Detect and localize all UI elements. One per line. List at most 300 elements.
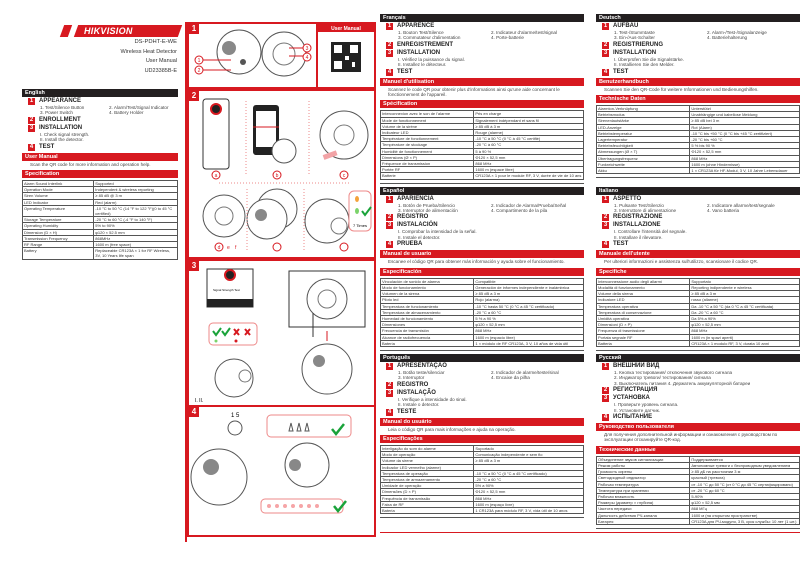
step-4 bbox=[380, 69, 584, 76]
spec-value: Reporting indipendente e wireless bbox=[690, 284, 800, 290]
spec-value: CR123A × 1 modulo RF, 3 V, durata 10 anni bbox=[690, 340, 800, 346]
specification-table bbox=[380, 445, 584, 514]
part-item: 1. Botão teste/silenciar bbox=[398, 369, 445, 375]
step-title: INSTALLATION bbox=[397, 49, 441, 56]
spec-value: Supported bbox=[94, 181, 178, 187]
spec-value: ≥ 85 dB bei 3 m bbox=[690, 118, 800, 124]
spec-label: Interligação do som do alarme bbox=[381, 445, 474, 451]
spec-value: 1600 m (espace libre) bbox=[474, 167, 584, 173]
spec-label: Volume della sirena bbox=[597, 291, 690, 297]
spec-value: красный (тревога) bbox=[690, 475, 800, 481]
language-header: Italiano bbox=[596, 187, 800, 195]
step-number: 1 bbox=[603, 362, 608, 369]
step-4 bbox=[596, 241, 800, 248]
step-title: APPEARANCE bbox=[39, 98, 82, 104]
spec-label: Alcance de radiofrecuencia bbox=[381, 334, 474, 340]
step-3 bbox=[596, 222, 800, 229]
label-e: e bbox=[227, 245, 230, 251]
spec-value: Comunicação independente e sem fio bbox=[474, 452, 584, 458]
step-title: TEST bbox=[613, 241, 629, 248]
step-title: УСТАНОВКА bbox=[613, 395, 650, 402]
step-4 bbox=[22, 144, 178, 151]
step-1 bbox=[22, 98, 178, 105]
product-name: Wireless Heat Detector bbox=[120, 49, 177, 55]
instruction-line: I. Controllare l'intensità del segnale. bbox=[614, 229, 687, 235]
spec-value: Supportato bbox=[690, 278, 800, 284]
installation-illustration bbox=[189, 261, 374, 405]
part-item: 2. Alarm/Test/Signal Indicator bbox=[109, 105, 169, 110]
spec-value: Da -10 °C a 50 °C (da 0 °C a 45 °C certificata) bbox=[690, 303, 800, 309]
user-manual-header: Benutzerhandbuch bbox=[596, 78, 800, 86]
spec-label: Температура при хранении bbox=[597, 487, 690, 493]
part-item: 2. Alarm-/Test-/Signalanzeige bbox=[707, 30, 767, 35]
step-3 bbox=[22, 125, 178, 132]
spec-value: Signalement indépendant et sans fil bbox=[474, 117, 584, 123]
user-manual-text: Для получения дополнительной информации и ознакомления с руководством по эксплуатации отсканируйте QR-код. bbox=[604, 431, 778, 443]
spec-label: RF Range bbox=[23, 242, 94, 248]
step-number: 2 bbox=[603, 214, 608, 221]
specification-table bbox=[22, 180, 178, 260]
panel-number: 1 bbox=[189, 24, 199, 34]
language-header: Español bbox=[380, 187, 584, 195]
step-title: ASPETTO bbox=[613, 195, 642, 202]
spec-value: Автономные тревоги с беспроводным уведомлением bbox=[690, 462, 800, 468]
part-item: 3. Commutateur d'alimentation bbox=[398, 35, 461, 41]
spec-value: rosso (allarme) bbox=[690, 297, 800, 303]
part-item: 3. Interruptor de alimentación bbox=[398, 208, 458, 214]
instruction-line: I. Verifique a intensidade do sinal. bbox=[398, 396, 467, 402]
specification-table bbox=[380, 110, 584, 179]
specification-header: Spécification bbox=[380, 100, 584, 108]
spec-value: φ120 × 52,5 мм bbox=[690, 500, 800, 506]
step-title: PRUEBA bbox=[397, 241, 423, 248]
panel-number: 4 bbox=[189, 407, 199, 417]
spec-value: φ120 × 52.5 mm bbox=[94, 229, 178, 235]
step-number: 2 bbox=[387, 41, 392, 48]
label-f: f bbox=[235, 245, 237, 251]
spec-label: Umidade de operação bbox=[381, 483, 474, 489]
spec-row bbox=[597, 481, 800, 487]
user-manual-text: Escanee el código QR para obtener más información y ayuda sobre el funcionamiento. bbox=[388, 259, 565, 265]
spec-label: Светодиодный индикатор bbox=[597, 475, 690, 481]
spec-value: Da 5% a 90% bbox=[690, 315, 800, 321]
figure-panel-1 bbox=[187, 22, 376, 89]
spec-label: Funkreichweite bbox=[597, 161, 690, 167]
instruction-line: II. Installez le détecteur. bbox=[398, 62, 447, 68]
figure-panel-2 bbox=[187, 89, 376, 259]
step-number: 3 bbox=[387, 222, 392, 229]
part-item: 2. Indicateur d'alarme/test/signal bbox=[491, 30, 557, 35]
spec-label: Transmission Frequency bbox=[23, 235, 94, 241]
step-number: 4 bbox=[387, 408, 392, 415]
spec-label: Temperatura di conservazione bbox=[597, 309, 690, 315]
user-manual-header: Manuale dell'utente bbox=[596, 250, 800, 258]
step-title: INSTALLATION bbox=[39, 124, 83, 131]
spec-row bbox=[381, 173, 584, 179]
spec-label: Storage Temperature bbox=[23, 217, 94, 223]
spec-value: Unabhängige und kabellose Meldung bbox=[690, 112, 800, 118]
language-header: Deutsch bbox=[596, 14, 800, 22]
spec-row bbox=[381, 508, 584, 514]
spec-value: ≥ 85 dB a 3 m bbox=[690, 291, 800, 297]
spec-label: Batterie bbox=[381, 173, 474, 179]
user-manual-text: Scannen Sie den QR-Code für weitere Informationen und Bedienungshilfen. bbox=[604, 86, 759, 92]
hikvision-logo: HIKVISION bbox=[62, 25, 180, 37]
instruction-line: II. Installare il rilevatore. bbox=[614, 234, 663, 240]
step-number: 2 bbox=[387, 214, 392, 221]
language-section-3 bbox=[380, 187, 584, 351]
step-title: AUFBAU bbox=[613, 23, 639, 29]
enrollment-illustration bbox=[189, 91, 374, 257]
spec-label: Übertragungsfrequenz bbox=[597, 155, 690, 161]
figure-panel-3 bbox=[187, 259, 376, 407]
step-number: 1 bbox=[603, 23, 608, 29]
step-number: 3 bbox=[387, 49, 392, 56]
spec-label: Dimensions (Ø × P) bbox=[381, 154, 474, 160]
step-1 bbox=[596, 23, 800, 30]
spec-label: Akku bbox=[597, 168, 690, 174]
spec-value: 1 × CR123A für HF-Modul, 3 V, 10 Jahre Lebensdauer bbox=[690, 168, 800, 174]
specification-table bbox=[596, 456, 800, 525]
step-title: REGISTRO bbox=[397, 214, 429, 221]
spec-label: Volume de la sirène bbox=[381, 123, 474, 129]
spec-value: 1 × módulo de RF CR123A, 3 V, 10 años de vida útil bbox=[474, 340, 584, 346]
figure-panel-4 bbox=[187, 405, 376, 537]
step-4 bbox=[596, 414, 800, 421]
spec-value: -10 °C to 50 °C (14 °F to 122 °F)(0 to 45 °C certified) bbox=[94, 205, 178, 216]
spec-row bbox=[23, 205, 178, 216]
spec-label: Faixa de RF bbox=[381, 501, 474, 507]
step-title: INSTALACIÓN bbox=[397, 222, 438, 229]
step-4 bbox=[380, 409, 584, 416]
step-2 bbox=[380, 214, 584, 221]
spec-value: 868 МГц bbox=[690, 506, 800, 512]
timer-label: 1 5 bbox=[231, 413, 240, 419]
spec-label: Piloto led bbox=[381, 297, 474, 303]
spec-label: Umidità operativa bbox=[597, 315, 690, 321]
user-manual-text: Scan the QR code for more information and operation help. bbox=[30, 161, 151, 167]
step-2 bbox=[22, 117, 178, 124]
language-section-2 bbox=[596, 14, 800, 178]
spec-value: 1600 m (in spazi aperti) bbox=[690, 334, 800, 340]
instruction-line: II. Instale o detector. bbox=[398, 402, 440, 408]
spec-label: Betriebsfeuchtigkeit bbox=[597, 143, 690, 149]
instruction-line: 3. Выключатель питания 4. Держатель аккумуляторной батареи bbox=[614, 380, 751, 386]
part-item: 3. Power Switch bbox=[40, 110, 73, 116]
step-number: 4 bbox=[603, 68, 608, 75]
language-section-6 bbox=[596, 354, 800, 529]
spec-label: Siren Volume bbox=[23, 193, 94, 199]
spec-value: 868 MHz bbox=[474, 161, 584, 167]
spec-value: Φ120 × 52,5 mm bbox=[474, 154, 584, 160]
spec-value: 868 MHz bbox=[474, 495, 584, 501]
spec-row bbox=[381, 303, 584, 309]
step-number: 2 bbox=[29, 116, 34, 123]
label-a: a bbox=[214, 173, 218, 179]
part-item: 4. Compartimento de la pila bbox=[491, 208, 548, 214]
spec-label: Alarmton-Verknüpfung bbox=[597, 106, 690, 112]
part-list bbox=[596, 30, 800, 41]
step-3 bbox=[380, 390, 584, 397]
spec-label: Рабочая температура bbox=[597, 481, 690, 487]
spec-label: Temperatura operativa bbox=[597, 303, 690, 309]
spec-label: Dimension (D × H) bbox=[23, 229, 94, 235]
spec-value: 5 à 90 % bbox=[474, 148, 584, 154]
specification-header: Specifiche bbox=[596, 268, 800, 276]
spec-label: Température de fonctionnement bbox=[381, 136, 474, 142]
spec-value: Replaceable CR123A × 1 for RF Wireless, 3V, 10 Years life span bbox=[94, 248, 178, 259]
spec-value: 5-90% bbox=[690, 494, 800, 500]
spec-row bbox=[597, 130, 800, 136]
step-title: TEST bbox=[39, 143, 55, 150]
spec-label: Portata segnale RF bbox=[597, 334, 690, 340]
panel-number: 2 bbox=[189, 91, 199, 101]
step-number: 2 bbox=[603, 41, 608, 48]
specification-header: Specification bbox=[22, 170, 178, 178]
instruction-line: II. Installieren Sie den Melder. bbox=[614, 62, 675, 68]
spec-value: Independent & wireless reporting bbox=[94, 187, 178, 193]
spec-label: Bateria bbox=[381, 508, 474, 514]
step-title: TESTE bbox=[397, 408, 417, 415]
spec-value: Rojo (alarma) bbox=[474, 297, 584, 303]
spec-label: LED Indicator bbox=[23, 199, 94, 205]
language-header: Português bbox=[380, 354, 584, 362]
spec-label: Дальность действия РЧ-канала bbox=[597, 512, 690, 518]
user-manual-header: Manual de usuario bbox=[380, 250, 584, 258]
spec-value: 868MHz bbox=[94, 235, 178, 241]
spec-value: 5 % a 90 % bbox=[474, 315, 584, 321]
callout-4: 4 bbox=[305, 55, 309, 61]
step-4 bbox=[596, 69, 800, 76]
instruction-line: 1. Кнопка тестирования/ отключения звукового сигнала bbox=[614, 369, 733, 375]
user-manual-header: Руководство пользователя bbox=[596, 423, 800, 431]
spec-label: Modalità di funzionamento bbox=[597, 284, 690, 290]
spec-label: Température de stockage bbox=[381, 142, 474, 148]
step-3 bbox=[380, 222, 584, 229]
spec-label: Indicador LED vermelho (alarme) bbox=[381, 464, 474, 470]
spec-value: Rot (Alarm) bbox=[690, 124, 800, 130]
part-item: 1. Bouton Test/Silence bbox=[398, 30, 444, 35]
part-item: 3. Ein-/Aus-Schalter bbox=[614, 35, 655, 41]
spec-value: 5 % bis 90 % bbox=[690, 143, 800, 149]
spec-value: 868 MHz bbox=[690, 155, 800, 161]
spec-value: -10 °C bis +50 °C (0 °C bis +45 °C zertifiziert) bbox=[690, 130, 800, 136]
spec-label: Operating Humidity bbox=[23, 223, 94, 229]
spec-label: Temperatura de operação bbox=[381, 470, 474, 476]
spec-value: 1600 m (espacio libre) bbox=[474, 334, 584, 340]
doc-type: User Manual bbox=[145, 58, 177, 64]
spec-value: 1 CR123A para módulo RF, 3 V, vida útil de 10 anos bbox=[474, 508, 584, 514]
spec-label: Частота передачи bbox=[597, 506, 690, 512]
spec-row bbox=[597, 303, 800, 309]
spec-label: Lagertemperatur bbox=[597, 137, 690, 143]
spec-value: ≥ 85 dB a 3 m bbox=[474, 291, 584, 297]
spec-label: Temperatura de funcionamiento bbox=[381, 303, 474, 309]
step-title: REGISTRAZIONE bbox=[613, 214, 663, 221]
language-header: English bbox=[22, 89, 178, 97]
spec-label: Frecuencia de transmisión bbox=[381, 328, 474, 334]
part-item: 2. Indicador de alarme/teste/sinal bbox=[491, 369, 559, 375]
step-title: APRESENTAÇÃO bbox=[397, 362, 447, 369]
spec-label: Batería bbox=[381, 340, 474, 346]
step-1 bbox=[596, 363, 800, 370]
spec-label: Operating Temperature bbox=[23, 205, 94, 216]
part-item: 1. Pulsante Test/Silenzio bbox=[614, 202, 664, 208]
spec-label: Объединение звуков сигнализации bbox=[597, 456, 690, 462]
spec-label: Betriebstemperatur bbox=[597, 130, 690, 136]
spec-value: Unterstützt bbox=[690, 106, 800, 112]
user-manual-header: User Manual bbox=[22, 153, 178, 161]
language-section-4 bbox=[596, 187, 800, 351]
step-number: 4 bbox=[29, 143, 34, 150]
step-title: INSTALAÇÃO bbox=[397, 389, 436, 396]
callout-3: 3 bbox=[305, 46, 309, 52]
step-number: 2 bbox=[603, 387, 608, 394]
specification-header: Especificación bbox=[380, 268, 584, 276]
step-1 bbox=[380, 23, 584, 30]
panel-number: 3 bbox=[189, 261, 199, 271]
step-number: 3 bbox=[29, 124, 34, 131]
spec-value: ≥ 85 дБ на расстоянии 3 м bbox=[690, 469, 800, 475]
step-title: ENREGISTREMENT bbox=[397, 41, 454, 48]
specification-header: Technische Daten bbox=[596, 95, 800, 103]
step-title: REGISTRIERUNG bbox=[613, 41, 664, 48]
spec-label: Sirenenlautstärke bbox=[597, 118, 690, 124]
step-title: ENROLLMENT bbox=[39, 116, 81, 123]
language-section-5 bbox=[380, 354, 584, 518]
spec-value: Generación de informes independiente e inalámbrica bbox=[474, 284, 584, 290]
step-title: ИСПЫТАНИЕ bbox=[613, 413, 653, 420]
step-number: 4 bbox=[603, 241, 608, 248]
instruction-line: 2. Индикатор тревоги/ тестирования/ сигнала bbox=[614, 375, 711, 381]
spec-value: от -20 °C до 60 °C bbox=[690, 487, 800, 493]
detector-appearance-illustration bbox=[189, 24, 374, 87]
spec-label: Fréquence de transmission bbox=[381, 161, 474, 167]
step-number: 3 bbox=[603, 222, 608, 229]
step-number: 3 bbox=[387, 389, 392, 396]
part-list bbox=[596, 203, 800, 214]
part-list bbox=[380, 30, 584, 41]
spec-label: Humedad de funcionamiento bbox=[381, 315, 474, 321]
spec-label: Режим работы bbox=[597, 462, 690, 468]
part-item: 3. Interruttore di alimentazione bbox=[614, 208, 677, 214]
step-title: TEST bbox=[397, 68, 413, 75]
spec-label: Volume da sirene bbox=[381, 458, 474, 464]
spec-value: CR123A для РЧ-модуля, 3 В, срок службы: 10 лет (1 шт.) bbox=[690, 518, 800, 524]
part-item: 2. Indicatore allarme/test/segnale bbox=[707, 202, 775, 208]
spec-value: φ120 × 52,5 mm bbox=[474, 322, 584, 328]
step-1 bbox=[380, 196, 584, 203]
part-item: 4. Batteriehalterung bbox=[707, 35, 748, 41]
spec-value: 868 MHz bbox=[474, 328, 584, 334]
spec-row bbox=[597, 518, 800, 524]
instruction-line: I. Check signal strength. bbox=[40, 131, 90, 137]
part-item: 1. Test-/Stummtaste bbox=[614, 30, 655, 35]
step-title: ВНЕШНИЙ ВИД bbox=[613, 362, 660, 369]
spec-value: 1600 m (free space) bbox=[94, 242, 178, 248]
specification-table bbox=[596, 105, 800, 174]
step-title: TEST bbox=[613, 68, 629, 75]
spec-label: Battery bbox=[23, 248, 94, 259]
spec-value: 5% to 90% bbox=[94, 223, 178, 229]
language-header: Français bbox=[380, 14, 584, 22]
spec-label: Modo de funcionamiento bbox=[381, 284, 474, 290]
step-number: 1 bbox=[387, 23, 392, 29]
callout-1: 1 bbox=[197, 58, 201, 64]
spec-row bbox=[23, 248, 178, 259]
spec-label: Mode de fonctionnement bbox=[381, 117, 474, 123]
spec-label: Indicateur LED bbox=[381, 130, 474, 136]
spec-label: Dimensões (D × P) bbox=[381, 489, 474, 495]
spec-value: -20 °C bis +60 °C bbox=[690, 137, 800, 143]
spec-label: Dimensiones bbox=[381, 322, 474, 328]
model-number: DS-PDHT-E-WE bbox=[134, 39, 177, 45]
part-list bbox=[380, 203, 584, 214]
spec-value: Φ120 × 52,5 mm bbox=[474, 489, 584, 495]
signal-test-label: Signal Strength Test bbox=[213, 288, 240, 292]
spec-value: 1600 m (ohne Hindernisse) bbox=[690, 161, 800, 167]
step-number: 4 bbox=[603, 413, 608, 420]
label-d: d bbox=[217, 245, 221, 251]
part-item: 4. Porte-batterie bbox=[491, 35, 524, 41]
step-1 bbox=[380, 363, 584, 370]
language-section-english bbox=[22, 89, 178, 260]
spec-label: Alarm Sound Interlink bbox=[23, 181, 94, 187]
spec-label: Operation Mode bbox=[23, 187, 94, 193]
user-manual-text: Leia o código QR para mais informações e ajuda na operação. bbox=[388, 426, 516, 432]
step-4 bbox=[380, 241, 584, 248]
spec-label: Frequência de transmissão bbox=[381, 495, 474, 501]
user-manual-text: Scannez le code QR pour obtenir plus d'informations ainsi qu'une aide concernant le fonctionnement de l'appareil. bbox=[388, 86, 560, 98]
spec-row bbox=[381, 340, 584, 346]
step-2 bbox=[596, 387, 800, 394]
spec-value: 1600 m (espaço livre) bbox=[474, 501, 584, 507]
step-number: 1 bbox=[387, 362, 392, 369]
spec-label: Размеры (диаметр × глубина) bbox=[597, 500, 690, 506]
step-3 bbox=[596, 50, 800, 57]
doc-code: UD23385B-E bbox=[144, 68, 177, 74]
specification-header: Especificações bbox=[380, 435, 584, 443]
spec-value: -20 °C a 60 °C bbox=[474, 309, 584, 315]
spec-label: Volumen de la sirena bbox=[381, 291, 474, 297]
step-2 bbox=[380, 42, 584, 49]
step-number: 4 bbox=[387, 241, 392, 248]
spec-value: ≥ 85 dB @ 3 m bbox=[94, 193, 178, 199]
label-c: c bbox=[342, 173, 346, 179]
spec-label: Батарея bbox=[597, 518, 690, 524]
clock-icon bbox=[228, 421, 242, 435]
spec-label: Громкость сирены bbox=[597, 469, 690, 475]
step-title: APARIENCIA bbox=[397, 195, 434, 202]
spec-label: Frequenza di trasmissione bbox=[597, 328, 690, 334]
part-item: 1. Botón de Prueba/Silencio bbox=[398, 202, 455, 208]
step-number: 1 bbox=[29, 98, 34, 104]
step-2 bbox=[596, 42, 800, 49]
spec-value: -20 °C to 60 °C (-4 °F to 140 °F) bbox=[94, 217, 178, 223]
spec-label: Vinculación de sonido de alarma bbox=[381, 278, 474, 284]
step-title: INSTALLAZIONE bbox=[613, 222, 661, 229]
part-item: 4. Vano batteria bbox=[707, 208, 740, 214]
steps-label: I. II. bbox=[195, 398, 204, 404]
spec-value: -20 °C a 60 °C bbox=[474, 476, 584, 482]
spec-label: Batteria bbox=[597, 340, 690, 346]
label-b: b bbox=[275, 173, 279, 179]
step-title: APPARENCE bbox=[397, 23, 435, 29]
user-manual-header: Manuel d'utilisation bbox=[380, 78, 584, 86]
spec-value: от -10 °C до 50 °C (от 0 °C до 45 °C сертифицировано) bbox=[690, 481, 800, 487]
spec-value: -20 °C à 60 °C bbox=[474, 142, 584, 148]
step-3 bbox=[380, 50, 584, 57]
